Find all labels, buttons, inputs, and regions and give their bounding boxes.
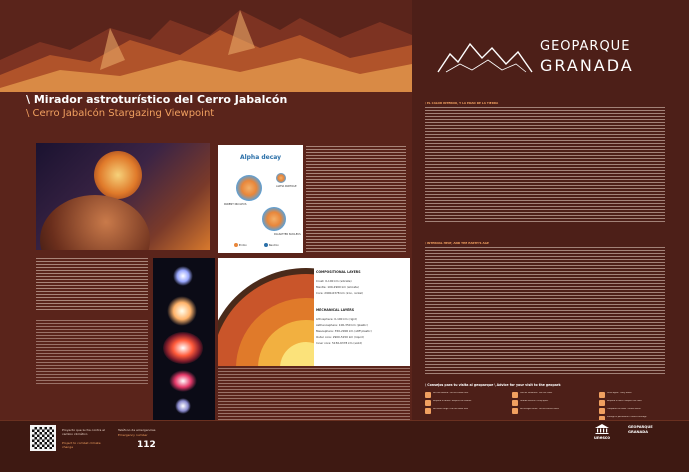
body-text-1 [306, 146, 406, 254]
tip-item: Respeta la fauna / Respect the wildlife [425, 400, 509, 408]
comp-layer: Core: 2900-6378 km (iron, nickel) [316, 291, 364, 295]
qr-code[interactable] [30, 425, 56, 451]
alpha-decay-diagram [218, 145, 303, 253]
tip-icon [425, 392, 431, 398]
star-evolution-strip [153, 258, 215, 420]
tip-icon [512, 392, 518, 398]
mechanical-title: MECHANICAL LAYERS [316, 308, 355, 312]
title-es: \ Mirador astroturístico del Cerro Jabalcón [26, 93, 288, 106]
emergency-label-en: Emergency number [118, 433, 148, 437]
tip-item: No recoger rocas / Do not collect rocks [512, 408, 596, 416]
tip-item: Usa los senderos / Use the trails [512, 392, 596, 400]
earth-layers-diagram [218, 258, 410, 366]
legend-neutron: Neutron [264, 243, 279, 247]
section-heading-es: \ EL CALOR INTERNO, Y LA EDAD DE LA TIERRA [425, 101, 499, 105]
logo-granada: GRANADA [540, 56, 634, 75]
tip-item: Respeta la flora / Respect the flora [599, 400, 683, 408]
tip-icon [512, 400, 518, 406]
earth-caption [218, 368, 410, 420]
compositional-title: COMPOSITIONAL LAYERS [316, 270, 361, 274]
planet-illustration [40, 195, 150, 250]
body-text-3 [36, 320, 148, 384]
emergency-label: Teléfono de emergencias [118, 428, 156, 432]
earth-cutaway [218, 258, 314, 366]
tip-item: No hacer fuego / Do not make fires [425, 408, 509, 416]
geoparque-small-text: GEOPARQUE GRANADA [628, 425, 653, 434]
tips-heading: \ Consejos para tu visita al geoparque \ Advice for your visit to the geopark [425, 383, 561, 387]
tip-item: Protege el patrimonio / Protect heritage [599, 416, 683, 424]
mech-layer: Mesosphere: 350-2900 km (stiff plastic) [316, 329, 372, 333]
unesco-temple-icon [595, 424, 609, 434]
star-4 [169, 370, 197, 392]
logo-geoparque: GEOPARQUE [540, 39, 631, 54]
tip-item: No tirar basura / Do not throw litter [425, 392, 509, 400]
daughter-label: DAUGHTER NUCLEUS [274, 233, 301, 236]
project-text-en: Project to combat climate change [62, 441, 101, 449]
star-photo [36, 143, 210, 250]
star-5 [175, 398, 191, 414]
comp-layer: Mantle: 100-2900 km (silicate) [316, 285, 359, 289]
mech-layer: Lithosphere: 0-100 km (rigid) [316, 317, 357, 321]
tip-item: Lleva agua / Carry water [599, 392, 683, 400]
geoparque-small-logo [628, 425, 664, 451]
tip-icon [425, 408, 431, 414]
legend-proton: Proton [234, 243, 247, 247]
sun-illustration [94, 151, 142, 199]
alpha-decay-title: Alpha decay [239, 154, 282, 161]
tip-icon [599, 400, 605, 406]
emergency-number: 112 [137, 440, 156, 450]
section-body-es [425, 107, 665, 223]
title-en: \ Cerro Jabalcón Stargazing Viewpoint [26, 108, 215, 119]
project-text: Proyecto que lucha contra el cambio climático [62, 428, 105, 436]
geoparque-mountain-logo [436, 36, 534, 76]
tip-icon [425, 400, 431, 406]
section-heading-en: \ INTERNAL HEAT, AND THE EARTH'S AGE [425, 241, 489, 245]
tip-icon [599, 392, 605, 398]
unesco-label: unesco [594, 435, 610, 440]
mech-layer: Outer core: 2900-5150 km (liquid) [316, 335, 364, 339]
body-text-2 [36, 258, 148, 310]
comp-layer: Crust: 0-100 km (silicate) [316, 279, 352, 283]
tip-item: Comparte en redes / Share online [599, 408, 683, 416]
section-body-en [425, 247, 665, 375]
tip-icon [512, 408, 518, 414]
star-2 [167, 296, 197, 326]
mountain-illustration [0, 0, 412, 92]
mech-layer: Inner core: 5150-6378 km (solid) [316, 341, 363, 345]
alpha-particle [276, 173, 286, 183]
tip-icon [599, 408, 605, 414]
star-3 [163, 332, 203, 364]
star-1 [173, 266, 193, 286]
parent-nucleus [236, 175, 262, 201]
daughter-nucleus [262, 207, 286, 231]
mech-layer: Asthenosphere: 100-350 km (plastic) [316, 323, 368, 327]
parent-label: PARENT NUCLEUS [224, 203, 247, 206]
tip-item: Guarda silencio / Keep quiet [512, 400, 596, 408]
alpha-label: ALPHA PARTICLE [276, 185, 297, 188]
